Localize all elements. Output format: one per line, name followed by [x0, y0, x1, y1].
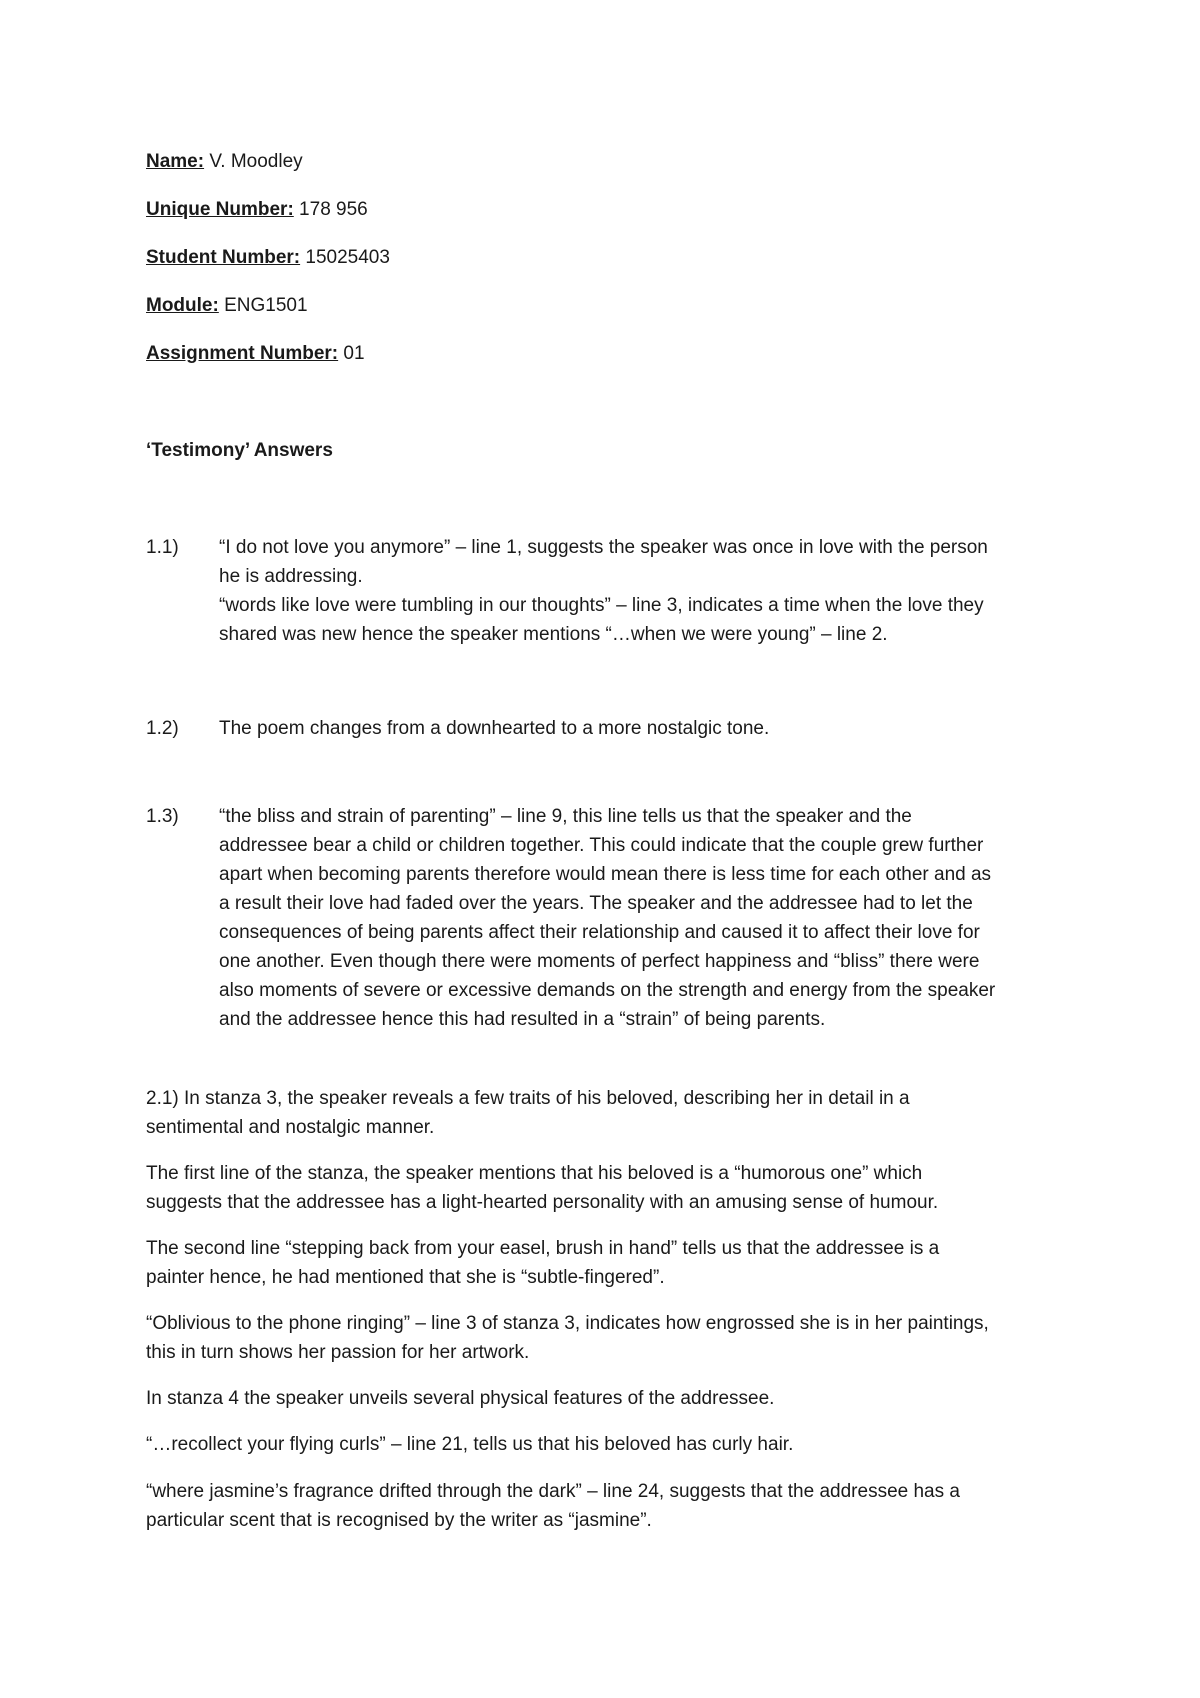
text-line: suggests that the addressee has a light-hearted personality with an amusing sense of humour.: [146, 1192, 939, 1213]
text-line: The first line of the stanza, the speaker mentions that his beloved is a “humorous one” which: [146, 1163, 923, 1184]
text-line: In stanza 4 the speaker unveils several physical features of the addressee.: [146, 1388, 775, 1409]
student-number-label: Student Number:: [146, 247, 301, 268]
answer-2-1-paragraph-1: [146, 1084, 1046, 1142]
module-value: ENG1501: [218, 295, 308, 316]
text-line: shared was new hence the speaker mentions “…when we were young” – line 2.: [219, 624, 888, 645]
answer-1-2-text: [219, 714, 1059, 743]
name-field: [146, 147, 303, 177]
text-line: also moments of severe or excessive demands on the strength and energy from the speaker: [219, 980, 996, 1001]
answer-2-1-paragraph-3: [146, 1234, 1046, 1292]
text-line: painter hence, he had mentioned that she is “subtle-fingered”.: [146, 1267, 665, 1288]
text-line: particular scent that is recognised by the writer as “jasmine”.: [146, 1510, 652, 1531]
text-line: The second line “stepping back from your easel, brush in hand” tells us that the addressee is a: [146, 1238, 940, 1259]
text-line: “Oblivious to the phone ringing” – line 3 of stanza 3, indicates how engrossed she is in her paintings,: [146, 1313, 989, 1334]
text-line: apart when becoming parents therefore would mean there is less time for each other and as: [219, 864, 992, 885]
text-line: sentimental and nostalgic manner.: [146, 1117, 435, 1138]
answer-1-2-number: 1.2): [146, 718, 179, 739]
text-line: The poem changes from a downhearted to a more nostalgic tone.: [219, 718, 770, 739]
unique-number-label: Unique Number:: [146, 199, 294, 220]
text-line: “…recollect your flying curls” – line 21, tells us that his beloved has curly hair.: [146, 1434, 794, 1455]
answer-1-3-text: [219, 802, 1059, 1034]
text-line: this in turn shows her passion for her artwork.: [146, 1342, 530, 1363]
student-number-field: [146, 243, 390, 273]
answer-2-1-paragraph-7: [146, 1477, 1046, 1535]
name-label: Name:: [146, 151, 205, 172]
assignment-number-label: Assignment Number:: [146, 343, 339, 364]
section-heading: ‘Testimony’ Answers: [146, 440, 333, 461]
text-line: he is addressing.: [219, 566, 363, 587]
text-line: one another. Even though there were moments of perfect happiness and “bliss” there were: [219, 951, 980, 972]
answer-2-1-paragraph-5: [146, 1384, 1046, 1413]
text-line: and the addressee hence this had resulted in a “strain” of being parents.: [219, 1009, 826, 1030]
unique-number-value: 178 956: [293, 199, 368, 220]
text-line: addressee bear a child or children together. This could indicate that the couple grew further: [219, 835, 984, 856]
assignment-number-field: [146, 339, 365, 369]
text-line: “I do not love you anymore” – line 1, suggests the speaker was once in love with the person: [219, 537, 988, 558]
answer-2-1-paragraph-6: [146, 1430, 1046, 1459]
answer-1-1-number: 1.1): [146, 537, 179, 558]
text-line: a result their love had faded over the years. The speaker and the addressee had to let the: [219, 893, 973, 914]
student-number-value: 15025403: [300, 247, 390, 268]
name-value: V. Moodley: [204, 151, 303, 172]
module-field: [146, 291, 308, 321]
text-line: 2.1) In stanza 3, the speaker reveals a few traits of his beloved, describing her in detail in a: [146, 1088, 910, 1109]
text-line: “where jasmine’s fragrance drifted through the dark” – line 24, suggests that the addressee has a: [146, 1481, 960, 1502]
unique-number-field: [146, 195, 368, 225]
answer-2-1-paragraph-2: [146, 1159, 1046, 1217]
text-line: “words like love were tumbling in our thoughts” – line 3, indicates a time when the love they: [219, 595, 984, 616]
answer-2-1-paragraph-4: [146, 1309, 1046, 1367]
assignment-number-value: 01: [338, 343, 365, 364]
text-line: “the bliss and strain of parenting” – line 9, this line tells us that the speaker and the: [219, 806, 912, 827]
answer-1-1-text: [219, 533, 1059, 649]
module-label: Module:: [146, 295, 219, 316]
answer-1-3-number: 1.3): [146, 806, 179, 827]
text-line: consequences of being parents affect their relationship and caused it to affect their love for: [219, 922, 980, 943]
